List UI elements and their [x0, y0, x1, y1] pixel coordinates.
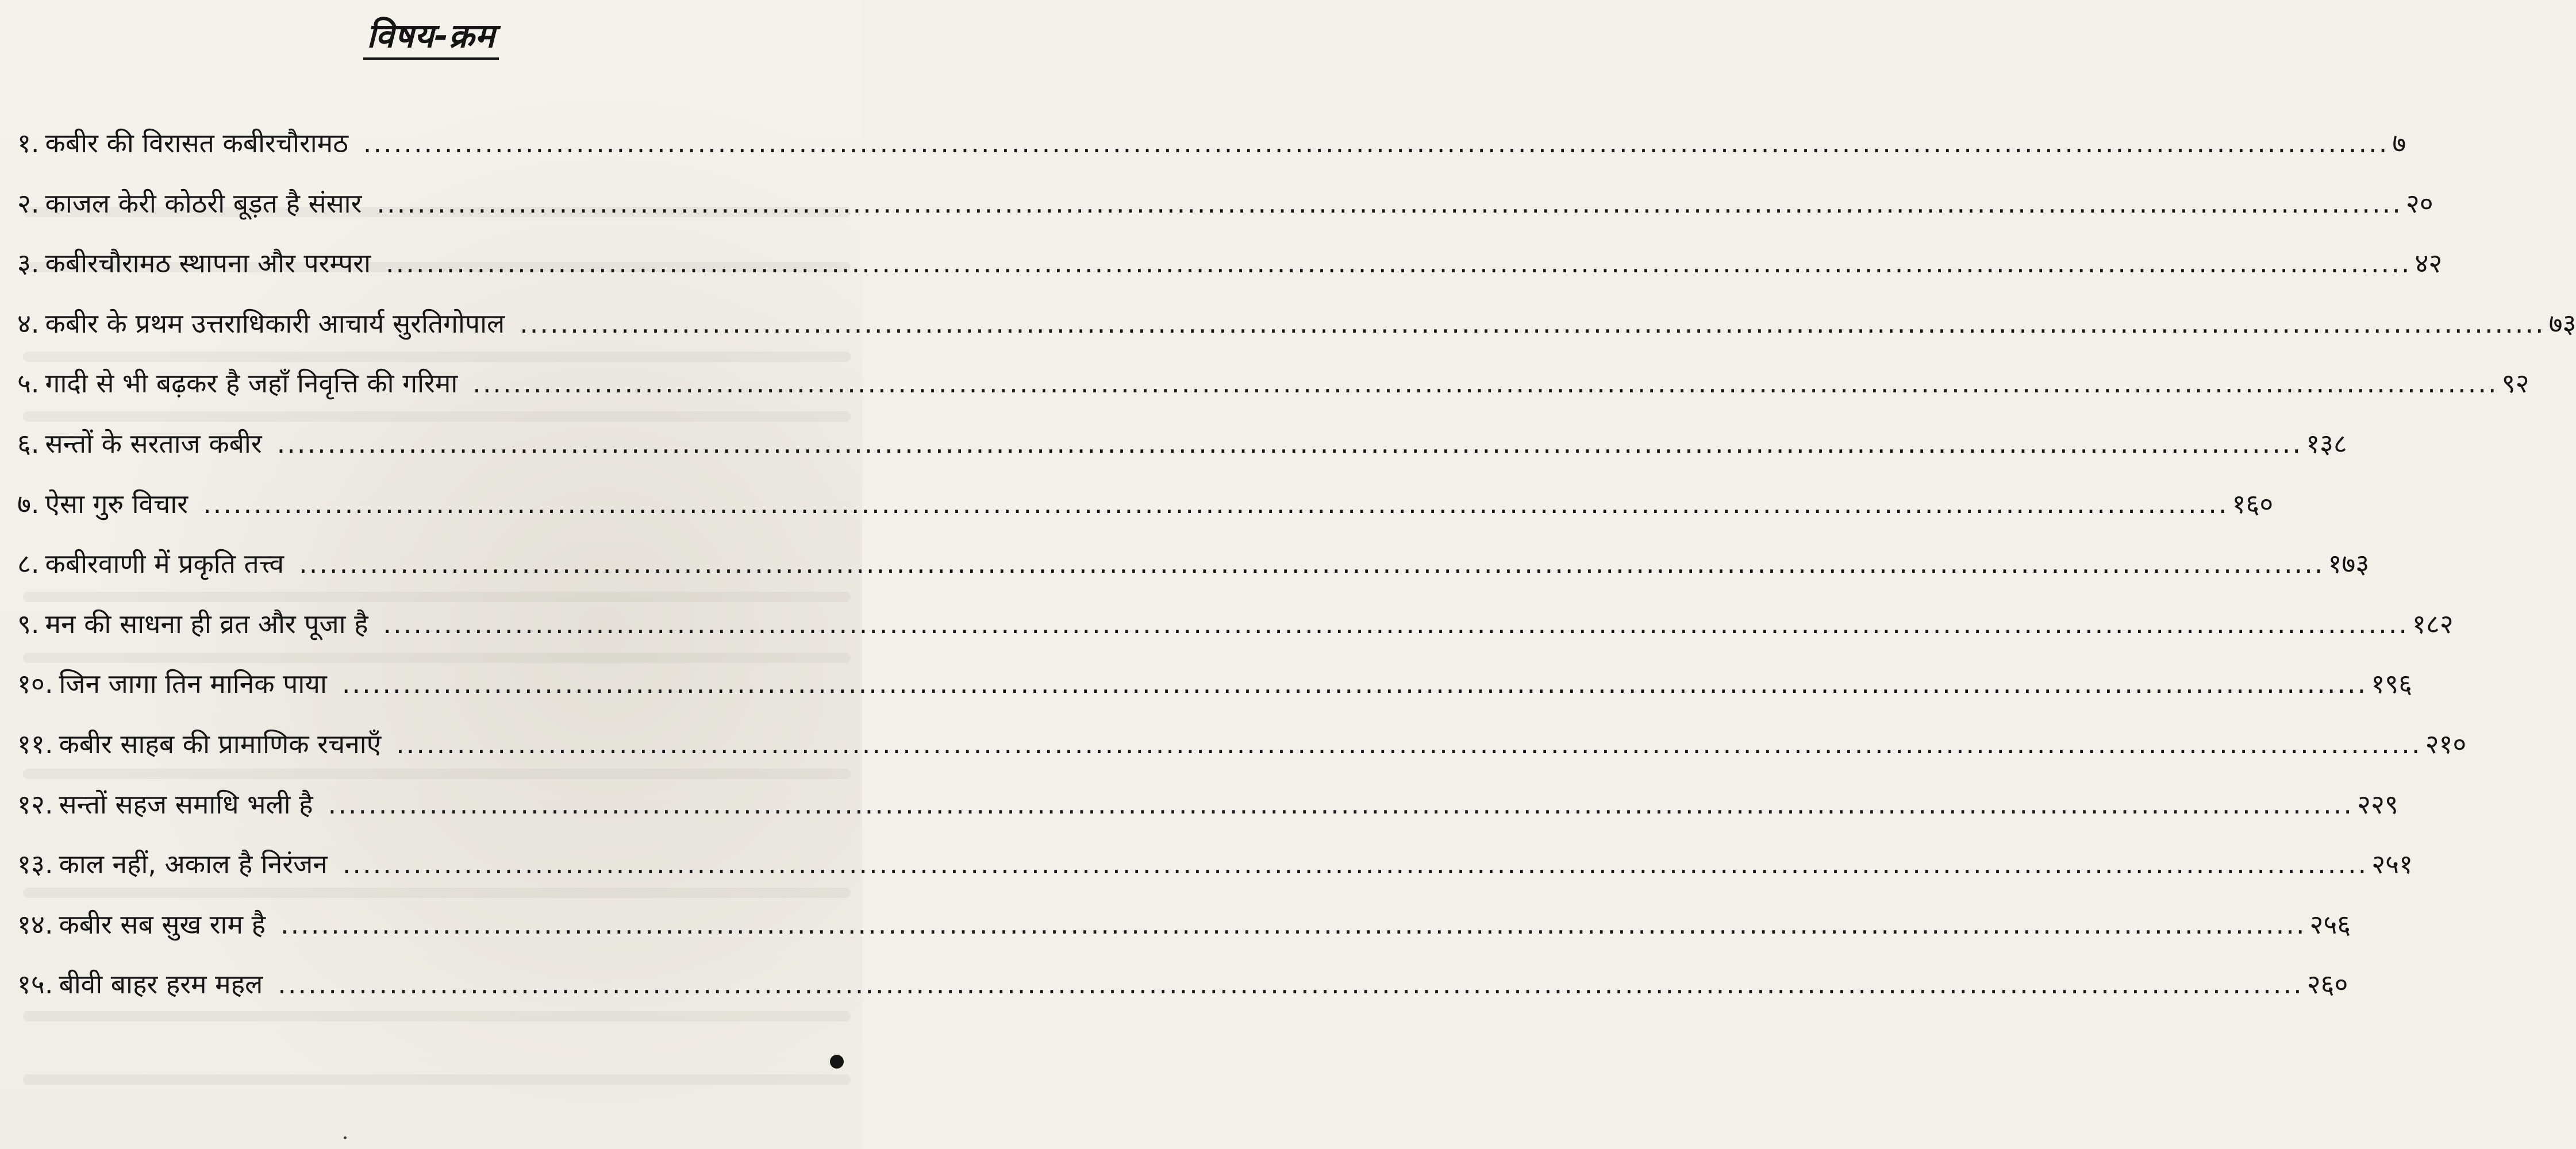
toc-entry-title: कबीरवाणी में प्रकृति तत्त्व: [45, 548, 284, 580]
toc-entry-title: गादी से भी बढ़कर है जहाँ निवृत्ति की गरिमा: [45, 368, 458, 399]
toc-entry-title: सन्तों सहज समाधि भली है: [59, 788, 313, 820]
toc-entry-title: काजल केरी कोठरी बूड़त है संसार: [45, 187, 362, 219]
toc-leader-dots: ........................................................................................................................................................................................................: [276, 427, 2303, 459]
toc-leader-dots: ........................................................................................................................................................................................................: [203, 488, 2229, 519]
toc-entry[interactable]: [17, 128, 2406, 188]
toc-entry-number: १.: [17, 128, 40, 159]
toc-entry-title: कबीरचौरामठ स्थापना और परम्परा: [45, 248, 371, 279]
toc-entry-page-number: ७३: [2548, 307, 2576, 339]
toc-leader-dots: ........................................................................................................................................................................................................: [328, 788, 2354, 820]
toc-entry-page-number: २५१: [2371, 849, 2413, 880]
toc-entry[interactable]: [17, 969, 2348, 1029]
toc-entry[interactable]: [17, 488, 2274, 549]
page-title-text: विषय-क्रम: [363, 17, 499, 60]
toc-entry-page-number: २०: [2405, 187, 2433, 219]
page-title: [0, 16, 862, 60]
toc-leader-dots: ........................................................................................................................................................................................................: [278, 969, 2304, 1000]
toc-entry-number: २.: [17, 187, 40, 219]
toc-entry-title: बीवी बाहर हरम महल: [59, 969, 263, 1000]
toc-entry-number: १४.: [17, 908, 53, 940]
toc-entry-title: ऐसा गुरु विचार: [45, 488, 189, 519]
toc-entry-number: १२.: [17, 788, 53, 820]
toc-entry-number: ५.: [17, 368, 40, 399]
toc-entry[interactable]: [17, 427, 2347, 488]
toc-entry[interactable]: [17, 849, 2413, 909]
toc-entry[interactable]: [17, 368, 2529, 428]
toc-entry-title: कबीर की विरासत कबीरचौरामठ: [45, 128, 348, 159]
toc-leader-dots: ........................................................................................................................................................................................................: [299, 548, 2325, 580]
toc-leader-dots: ........................................................................................................................................................................................................: [383, 608, 2409, 639]
toc-leader-dots: ........................................................................................................................................................................................................: [396, 728, 2422, 759]
toc-entry-number: ३.: [17, 248, 40, 279]
toc-entry-title: काल नहीं, अकाल है निरंजन: [59, 849, 328, 880]
toc-entry-title: कबीर के प्रथम उत्तराधिकारी आचार्य सुरतिगोपाल: [45, 307, 505, 339]
toc-entry-number: ७.: [17, 488, 40, 519]
toc-entry-number: ८.: [17, 548, 40, 580]
toc-entry[interactable]: [17, 668, 2413, 728]
toc-entry[interactable]: [17, 608, 2454, 669]
toc-leader-dots: ........................................................................................................................................................................................................: [376, 187, 2402, 219]
toc-leader-dots: ........................................................................................................................................................................................................: [386, 248, 2412, 279]
toc-entry[interactable]: [17, 908, 2351, 969]
toc-entry[interactable]: [17, 187, 2433, 248]
toc-entry[interactable]: [17, 307, 2576, 368]
toc-leader-dots: ........................................................................................................................................................................................................: [472, 368, 2498, 399]
toc-entry-page-number: ७: [2392, 128, 2406, 159]
toc-leader-dots: ........................................................................................................................................................................................................: [342, 849, 2369, 880]
bleed-through-line: [23, 1074, 851, 1085]
table-of-contents: [17, 128, 2576, 1029]
toc-entry-number: ९.: [17, 608, 40, 639]
toc-entry-number: १०.: [17, 668, 53, 700]
toc-entry-title: कबीर साहब की प्रामाणिक रचनाएँ: [59, 728, 382, 759]
toc-entry[interactable]: [17, 248, 2443, 308]
end-bullet: [830, 1055, 844, 1069]
toc-entry-number: १३.: [17, 849, 53, 880]
toc-entry-title: कबीर सब सुख राम है: [59, 908, 266, 940]
toc-entry-page-number: ९२: [2501, 368, 2529, 399]
toc-entry-page-number: १९६: [2371, 668, 2413, 700]
toc-entry-title: सन्तों के सरताज कबीर: [45, 427, 262, 459]
toc-entry-number: ४.: [17, 307, 40, 339]
toc-leader-dots: ........................................................................................................................................................................................................: [280, 908, 2306, 940]
toc-entry-page-number: ४२: [2414, 248, 2443, 279]
toc-entry-title: जिन जागा तिन मानिक पाया: [59, 668, 327, 700]
toc-entry-page-number: २१०: [2425, 728, 2467, 759]
toc-entry[interactable]: [17, 548, 2370, 608]
toc-entry-page-number: १३८: [2306, 427, 2347, 459]
toc-entry[interactable]: [17, 788, 2398, 849]
toc-entry-page-number: २२९: [2357, 788, 2398, 820]
toc-entry-number: ११.: [17, 728, 53, 759]
toc-entry-number: ६.: [17, 427, 40, 459]
toc-entry-page-number: १६०: [2232, 488, 2274, 519]
toc-entry-number: १५.: [17, 969, 53, 1000]
toc-entry[interactable]: [17, 728, 2467, 789]
toc-leader-dots: ........................................................................................................................................................................................................: [363, 128, 2389, 159]
toc-entry-page-number: १८२: [2412, 608, 2454, 639]
toc-leader-dots: ........................................................................................................................................................................................................: [341, 668, 2368, 700]
print-speck: [344, 1136, 347, 1139]
toc-entry-page-number: २६०: [2306, 969, 2348, 1000]
toc-entry-page-number: १७३: [2328, 548, 2370, 580]
toc-entry-title: मन की साधना ही व्रत और पूजा है: [45, 608, 368, 639]
toc-leader-dots: ........................................................................................................................................................................................................: [520, 307, 2546, 339]
toc-entry-page-number: २५६: [2309, 908, 2351, 940]
